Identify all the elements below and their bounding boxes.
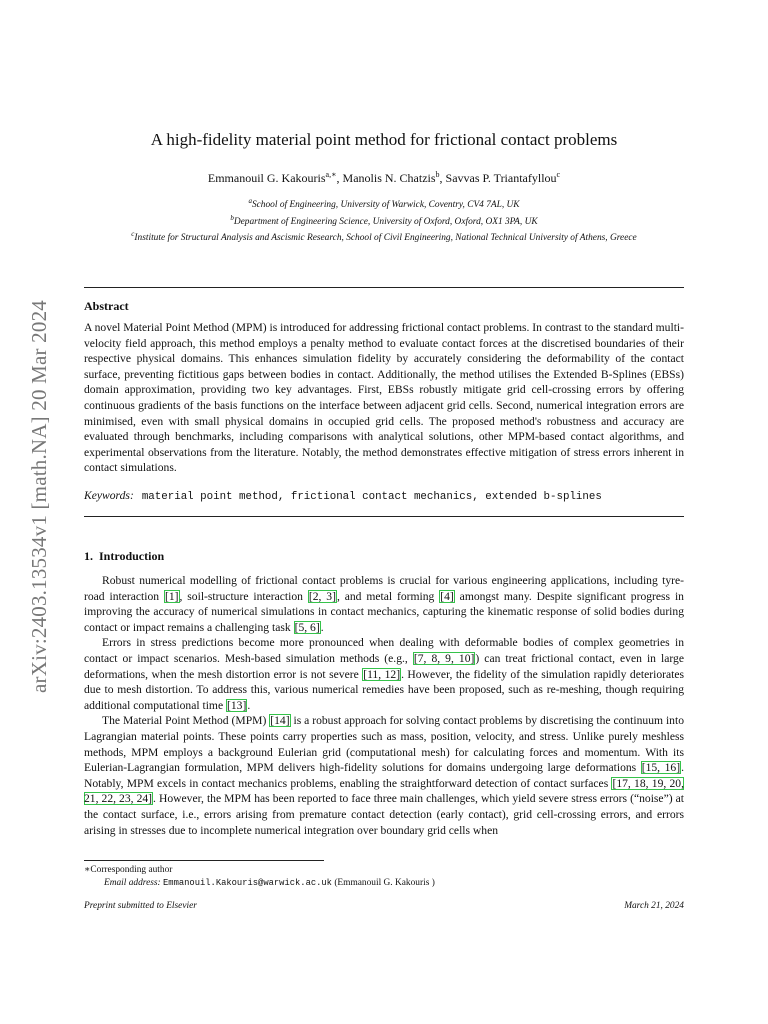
affiliation-list (84, 195, 684, 245)
author-list: Emmanouil G. Kakouris$^{a,∗}$, Manolis N. Chatzis$^b$, Savvas P. Triantafyllou$^c$ (207, 170, 561, 185)
paragraph-text: . However, the fidelity of the simulation rapidly deteriorates due to mesh distortion. To address this, various numerical remedies have been proposed, such as re-meshing, though requiring additional computational time (84, 667, 684, 712)
citation-link[interactable]: [11, 12] (363, 667, 401, 681)
abstract-text: A novel Material Point Method (MPM) is introduced for addressing frictional contact problems. In contrast to the standard multi-velocity field approach, this method employs a penalty method to evaluate contact forces at the discretised boundaries of their respective physical domains. This enhances simulation fidelity by accurately considering the deformability of the contact surface, preventing fictitious gaps between bodies in contact. Additionally, the method utilises the Extended B-Splines (EBSs) domain approximation, providing two key advantages. First, EBSs robustly mitigate grid cell-crossing errors by offering continuous gradients of the basis functions on the interface between adjacent grid cells. Second, numerical integration errors are minimised, even with small physical domains in occupied grid cells. The proposed method's robustness and accuracy are evaluated through benchmarks, including comparisons with analytical solutions, other MPM-based contact algorithms, and experimental observations from the literature. Notably, the method demonstrates effective mitigation of stress errors inherent in contact simulations. (84, 321, 684, 475)
paragraph-text: The Material Point Method (MPM) (102, 714, 270, 728)
affiliation-c (84, 228, 684, 245)
footnote-email-link[interactable]: Emmanouil.Kakouris@warwick.ac.uk (163, 877, 332, 888)
paragraph-text: , soil-structure interaction (179, 589, 308, 603)
affiliation-mark: c (131, 230, 135, 239)
paragraph-text: . (320, 620, 324, 634)
citation-link[interactable]: [17, 18, 19, 20, 21, 22, 23, 24] (84, 776, 685, 806)
section-number: 1. (84, 549, 93, 563)
footnote-email-label: Email address: (104, 877, 161, 888)
abstract-bottom-rule (84, 516, 684, 517)
paragraph-text: , and metal forming (336, 589, 440, 603)
citation-link[interactable]: [2, 3] (308, 589, 336, 603)
paragraph-text: is a robust approach for solving contact problems by discretising the continuum into Lagrangian material points. These points carry properties such as mass, position, velocity, and stress. Unlike purely meshless methods, MPM employs a background Eulerian grid (computational mesh) for calculating forces and momentum. With its Eulerian-Lagrangian formulation, MPM delivers high-fidelity solutions for domains undergoing large deformations (84, 714, 684, 775)
paragraph-text: amongst many. Despite significant progress in improving the accuracy of numerical simulations in contact mechanics, capturing the kinematic response of solid bodies during contact or impact remains a challenging task (84, 589, 684, 634)
affiliation-text: Department of Engineering Science, University of Oxford, Oxford, OX1 3PA, UK (233, 216, 538, 227)
affiliation-text: School of Engineering, University of Warwick, Coventry, CV4 7AL, UK (251, 200, 520, 211)
paragraph-text: . (247, 698, 251, 712)
arxiv-identifier-text: arXiv:2403.13534v1 [math.NA] 20 Mar 2024 (26, 299, 51, 693)
citation-link[interactable]: [5, 6] (294, 620, 320, 634)
section-heading (84, 549, 164, 564)
paragraph-text: ) can treat frictional contact, even in large deformations, when the mesh distortion error is not severe (84, 651, 684, 681)
footnote-email-owner: (Emmanouil G. Kakouris ) (334, 877, 435, 888)
citation-link[interactable]: [7, 8, 9, 10] (413, 651, 475, 665)
keywords-label: Keywords: (84, 489, 134, 502)
footer-preprint-note: Preprint submitted to Elsevier (84, 901, 197, 911)
footnote (84, 864, 435, 889)
intro-paragraph (84, 713, 684, 838)
citation-link[interactable]: [13] (227, 698, 247, 712)
affiliation-mark: b (230, 213, 234, 222)
footnote-rule (84, 860, 324, 861)
paragraph-text: . Notably, MPM excels in contact mechanics problems, enabling the straightforward detection of contact surfaces (84, 761, 684, 790)
paragraph-text: Robust numerical modelling of frictional contact problems is crucial for various engineering applications, including tyre-road interaction (84, 574, 684, 603)
page-footer (84, 901, 684, 911)
keywords-line (84, 489, 684, 503)
abstract-heading: Abstract (84, 299, 129, 313)
author-affiliation-mark: a,∗ (325, 170, 337, 179)
abstract-top-rule (84, 287, 684, 288)
citation-link[interactable]: [15, 16] (641, 761, 681, 775)
affiliation-mark: a (248, 197, 252, 205)
paragraph-text: . However, the MPM has been reported to face three main challenges, which yield severe stress errors (“noise”) at the contact surface, i.e., errors arising from premature contact detection (early contact), grid cell-crossing errors, and errors arising in stresses due to incomplete numerical integration over boundary grid cells when (84, 792, 684, 837)
affiliation-text: Institute for Structural Analysis and Ascismic Research, School of Civil Engineering, National Technical University of Athens, Greece (134, 233, 637, 244)
section-title: Introduction (99, 549, 165, 563)
keywords-value: material point method, frictional contact mechanics, extended b-splines (141, 491, 602, 503)
arxiv-identifier-stamp (19, 296, 59, 696)
citation-link[interactable]: [14] (270, 714, 290, 728)
paragraph-text: Errors in stress predictions become more pronounced when dealing with deformable bodies of complex geometries in contact or impact scenarios. Mesh-based simulation methods (e.g., (84, 636, 684, 665)
author-name: Emmanouil G. Kakouris (207, 171, 326, 185)
footer-date: March 21, 2024 (624, 901, 684, 911)
footnote-corresponding-author: ∗Corresponding author (84, 865, 173, 875)
introduction-body (84, 573, 684, 838)
citation-link[interactable]: [4] (440, 589, 454, 603)
intro-paragraph (84, 635, 684, 713)
citation-link[interactable]: [1] (164, 589, 179, 603)
author-name: Savvas P. Triantafyllou (445, 171, 557, 185)
author-affiliation-mark: c (556, 170, 561, 179)
author-affiliation-mark: b (435, 170, 440, 179)
paper-title: A high-fidelity material point method for frictional contact problems (150, 130, 618, 149)
author-name: Manolis N. Chatzis (342, 171, 436, 185)
footnote-email-line (84, 877, 435, 890)
intro-paragraph (84, 573, 684, 635)
affiliation-b (84, 212, 684, 229)
affiliation-a (84, 195, 684, 212)
